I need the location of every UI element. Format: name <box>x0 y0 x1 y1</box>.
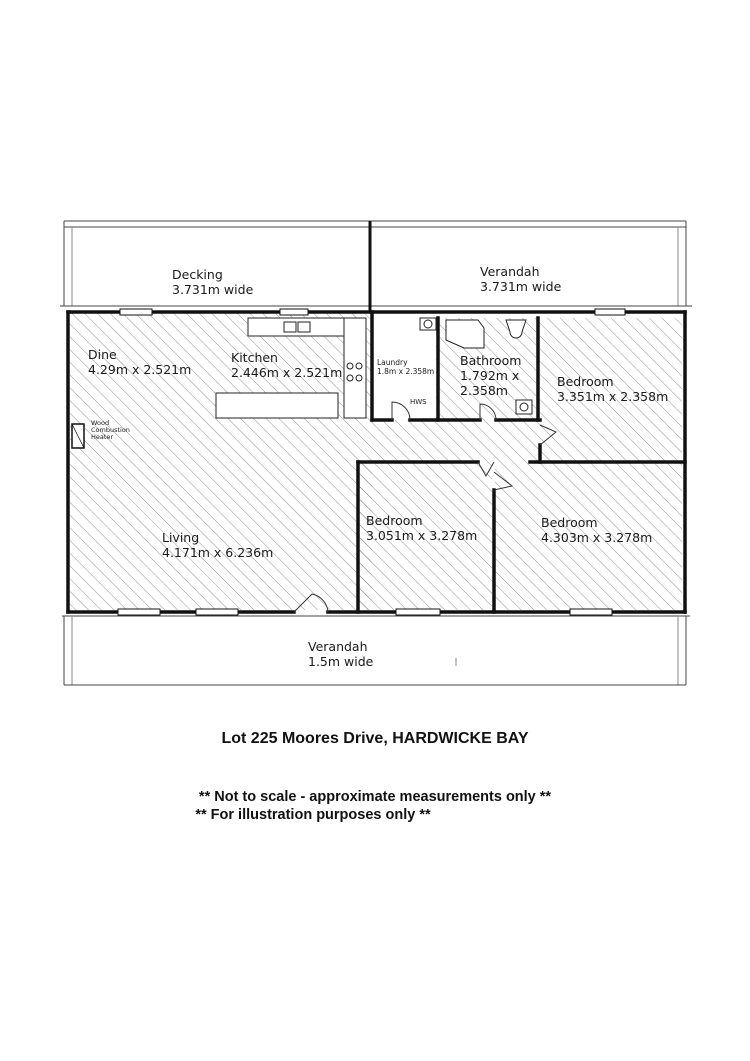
verandah-bottom-label: Verandah 1.5m wide <box>308 639 374 669</box>
verandah-top-label: Verandah 3.731m wide <box>480 264 562 294</box>
disclaimer-illustration: ** For illustration purposes only ** <box>195 807 431 823</box>
bedroom-ne-label: Bedroom 3.351m x 2.358m <box>557 374 669 404</box>
living-label: Living 4.171m x 6.236m <box>162 530 274 560</box>
property-address: Lot 225 Moores Drive, HARDWICKE BAY <box>221 730 529 747</box>
heater-label: Wood Combustion Heater <box>91 419 130 441</box>
bedroom-se-label: Bedroom 4.303m x 3.278m <box>541 515 653 545</box>
upper-deck-outline <box>60 221 692 306</box>
kitchen-label: Kitchen 2.446m x 2.521m <box>231 350 343 380</box>
bedroom-mid-label: Bedroom 3.051m x 3.278m <box>366 513 478 543</box>
decking-label: Decking 3.731m wide <box>172 267 254 297</box>
lower-verandah-outline <box>62 616 690 685</box>
disclaimer-scale: ** Not to scale - approximate measurements only ** <box>198 789 552 805</box>
hws-label: HWS <box>410 398 427 406</box>
laundry-label: Laundry 1.8m x 2.358m <box>377 358 435 376</box>
dine-label: Dine 4.29m x 2.521m <box>88 347 192 377</box>
bathroom-label: Bathroom 1.792m x 2.358m <box>460 353 522 398</box>
